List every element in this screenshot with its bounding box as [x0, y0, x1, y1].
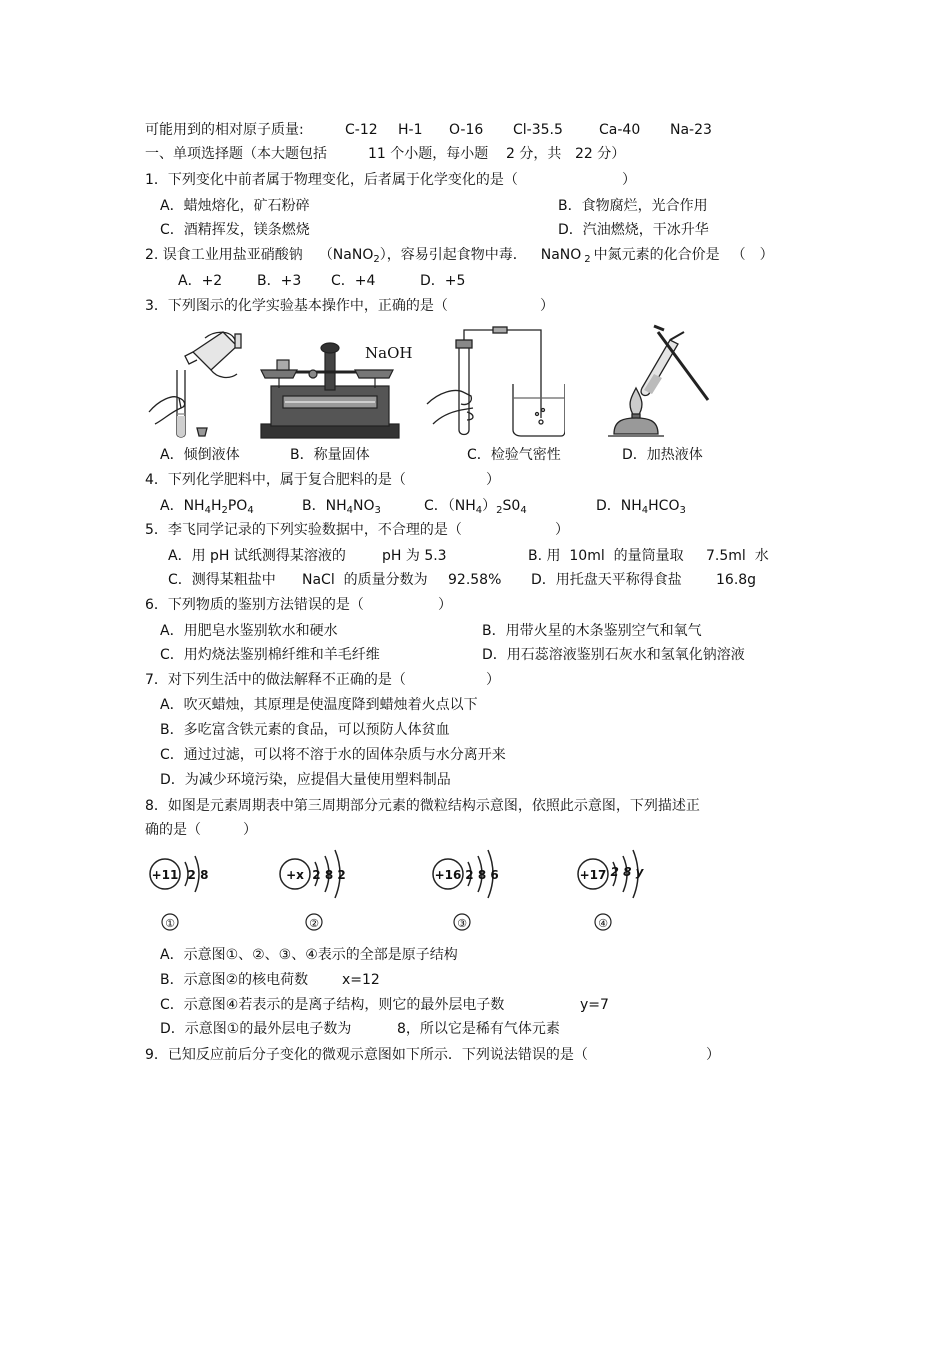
formula-part: C．（NH	[424, 498, 476, 514]
atom-shells: 2 8 6	[465, 868, 499, 882]
formula-part: B．NH	[302, 498, 347, 514]
q5-option-b: B. 用 10ml 的量筒量取	[528, 548, 684, 564]
q8-option-d: D．示意图①的最外层电子数为	[160, 1021, 352, 1037]
q7-option-d: D．为减少环境污染，应提倡大量使用塑料制品	[160, 772, 451, 788]
atom-structure-svg	[430, 844, 520, 939]
q3-stem: 3．下列图示的化学实验基本操作中，正确的是（	[145, 298, 448, 314]
atom-structure-svg	[277, 844, 367, 939]
formula-sub: 2	[496, 505, 503, 516]
formula-sub: 3	[374, 505, 381, 516]
gas-tightness-illustration	[425, 326, 565, 438]
q2-stem	[145, 246, 774, 269]
atom-diagram-1	[145, 844, 225, 939]
formula-sub: 4	[346, 505, 353, 516]
q6-stem: 6．下列物质的鉴别方法错误的是（	[145, 597, 364, 613]
atom-label: ①	[165, 917, 175, 930]
q4-stem: 4．下列化学肥料中，属于复合肥料的是（	[145, 472, 406, 488]
q4-option-c	[424, 497, 527, 520]
formula-part: HCO	[648, 498, 680, 514]
mass-cl: Cl-35.5	[513, 122, 563, 138]
pouring-illustration	[145, 328, 245, 440]
atom-label: ④	[598, 917, 608, 930]
atom-diagram-3	[430, 844, 520, 939]
q5-option-a: A．用 pH 试纸测得某溶液的	[168, 548, 346, 564]
q1-option-c: C．酒精挥发，镁条燃烧	[160, 222, 310, 238]
q1-option-d: D．汽油燃烧，干冰升华	[558, 222, 709, 238]
atom-shells: 2 8 y	[610, 865, 644, 879]
q5-option-d: D．用托盘天平称得食盐	[531, 572, 682, 588]
formula-sub: 3	[679, 505, 686, 516]
q2-formula: （NaNO	[318, 247, 374, 263]
formula-part: D．NH	[596, 498, 642, 514]
q7-stem: 7．对下列生活中的做法解释不正确的是（	[145, 672, 406, 688]
mass-c: C-12	[345, 122, 378, 138]
q4-close: ）	[486, 472, 500, 488]
q7-option-a: A．吹灭蜡烛，其原理是使温度降到蜡烛着火点以下	[160, 697, 478, 713]
formula-sub: 4	[247, 505, 254, 516]
q5-stem: 5．李飞同学记录的下列实验数据中，不合理的是（	[145, 522, 462, 538]
formula-sub: 4	[641, 505, 649, 516]
q6-option-a: A．用肥皂水鉴别软水和硬水	[160, 623, 338, 639]
atom-structure-svg	[575, 844, 665, 939]
q1-close: ）	[622, 172, 636, 188]
atom-label: ③	[457, 917, 467, 930]
formula-part: H	[210, 498, 222, 514]
q2-formula: NaNO	[540, 247, 582, 263]
atom-shells: 2 8	[187, 868, 209, 882]
formula-part: ）	[482, 498, 497, 514]
q7-option-c: C．通过过滤，可以将不溶于水的固体杂质与水分离开来	[160, 747, 506, 763]
q2-option-b: B．+3	[257, 273, 302, 289]
naoh-label: NaOH	[365, 344, 413, 362]
q8-option-b-value: x=12	[342, 972, 380, 988]
q8-option-b: B．示意图②的核电荷数	[160, 972, 309, 988]
q4-option-b	[302, 497, 381, 520]
q7-close: ）	[486, 672, 500, 688]
formula-sub: 4	[520, 505, 527, 516]
atom-nucleus: +17	[579, 868, 607, 882]
atom-nucleus: +16	[434, 868, 462, 882]
q8-option-c-value: y=7	[580, 997, 609, 1013]
q2-option-a: A．+2	[178, 273, 223, 289]
q2-formula-sub: 2	[584, 254, 591, 265]
q3-option-b: B．称量固体	[290, 447, 370, 463]
atom-shells: 2 8 2	[312, 868, 346, 882]
formula-sub: 4	[204, 505, 211, 516]
q2-option-d: D．+5	[420, 273, 466, 289]
q2-paren-open: （	[731, 247, 746, 263]
q8-option-c: C．示意图④若表示的是离子结构，则它的最外层电子数	[160, 997, 505, 1013]
atom-diagram-4	[575, 844, 665, 939]
formula-part: A．NH	[160, 498, 205, 514]
q3-option-d: D．加热液体	[622, 447, 703, 463]
formula-part: PO	[227, 498, 248, 514]
mass-na: Na-23	[670, 122, 712, 138]
q9-close: ）	[706, 1047, 720, 1063]
q5-option-c-mid: NaCl 的质量分数为	[302, 572, 428, 588]
masses-label: 可能用到的相对原子质量:	[145, 122, 304, 138]
q1-option-a: A．蜡烛熔化，矿石粉碎	[160, 198, 310, 214]
q8-stem-line1: 8．如图是元素周期表中第三周期部分元素的微粒结构示意图，依照此示意图，下列描述正	[145, 798, 700, 814]
formula-part: S0	[502, 498, 521, 514]
atom-nucleus: +11	[151, 868, 179, 882]
q6-option-b: B．用带火星的木条鉴别空气和氧气	[482, 623, 702, 639]
atom-nucleus: +x	[286, 868, 304, 882]
q3-option-c: C．检验气密性	[467, 447, 561, 463]
q2-paren-close: ）	[759, 247, 774, 263]
q8-option-d-rest: 8，所以它是稀有气体元素	[397, 1021, 560, 1037]
atom-structure-svg	[145, 844, 225, 939]
atom-diagram-2	[277, 844, 367, 939]
q5-option-d-value: 16.8g	[716, 572, 757, 588]
q1-option-b: B．食物腐烂，光合作用	[558, 198, 708, 214]
mass-h: H-1	[398, 122, 423, 138]
q2-option-c: C．+4	[331, 273, 376, 289]
q8-close: ）	[243, 822, 257, 838]
q3-close: ）	[540, 298, 554, 314]
q5-option-c: C．测得某粗盐中	[168, 572, 276, 588]
q8-stem-line2: 确的是（	[145, 822, 201, 838]
q3-option-a: A．倾倒液体	[160, 447, 240, 463]
q5-option-c-value: 92.58%	[448, 572, 502, 588]
q2-stem-part: ），容易引起食物中毒．	[379, 247, 527, 263]
q5-close: ）	[555, 522, 569, 538]
heating-illustration	[598, 322, 718, 440]
q5-option-b-value: 7.5ml 水	[706, 548, 769, 564]
section-score: 2 分，共	[506, 146, 562, 162]
atom-label: ②	[309, 917, 319, 930]
figure-pouring-liquid	[145, 328, 245, 440]
q9-stem: 9．已知反应前后分子变化的微观示意图如下所示．下列说法错误的是（	[145, 1047, 588, 1063]
q4-option-a	[160, 497, 254, 520]
mass-ca: Ca-40	[599, 122, 641, 138]
formula-part: NO	[352, 498, 375, 514]
q6-close: ）	[438, 597, 452, 613]
q2-stem-part: 中氮元素的化合价是	[593, 247, 720, 263]
q6-option-c: C．用灼烧法鉴别棉纤维和羊毛纤维	[160, 647, 380, 663]
mass-o: O-16	[449, 122, 484, 138]
q2-stem-part: 2. 误食工业用盐亚硝酸钠	[145, 247, 303, 263]
q2-formula-sub: 2	[373, 254, 380, 265]
section-total: 22 分）	[575, 146, 626, 162]
formula-sub: 4	[475, 505, 483, 516]
formula-sub: 2	[221, 505, 228, 516]
q8-option-a: A．示意图①、②、③、④表示的全部是原子结构	[160, 947, 458, 963]
figure-heating-liquid	[598, 322, 718, 440]
q6-option-d: D．用石蕊溶液鉴别石灰水和氢氧化钠溶液	[482, 647, 745, 663]
q1-stem: 1．下列变化中前者属于物理变化，后者属于化学变化的是（	[145, 172, 518, 188]
section-title: 一、单项选择题（本大题包括	[145, 146, 327, 162]
q5-option-a-value: pH 为 5.3	[382, 548, 447, 564]
section-count: 11 个小题，每小题	[368, 146, 489, 162]
q7-option-b: B．多吃富含铁元素的食品，可以预防人体贫血	[160, 722, 450, 738]
figure-gas-tightness	[425, 326, 565, 438]
q4-option-d	[596, 497, 686, 520]
